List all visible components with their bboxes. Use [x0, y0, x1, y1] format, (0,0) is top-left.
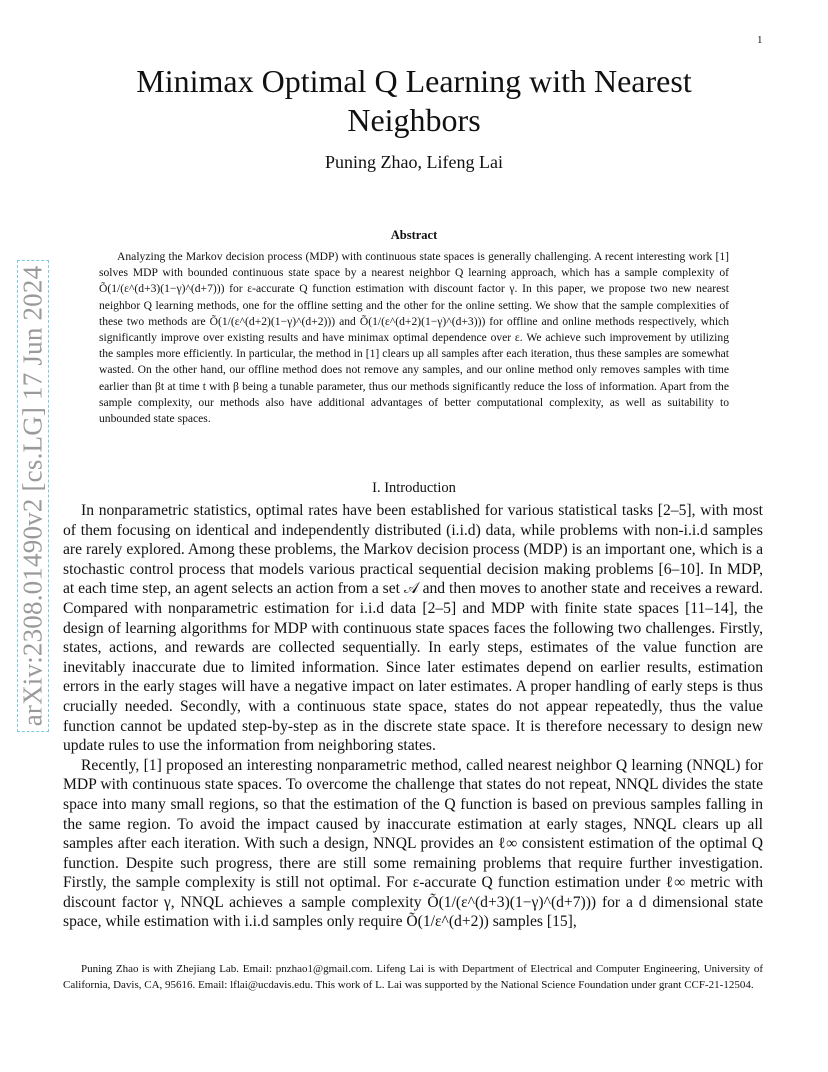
- intro-paragraph-1: In nonparametric statistics, optimal rates have been established for various statistical tasks [2–5], with most of them focusing on identical and independently distributed (i.i.d) data, while problems with non-i.i.d samples are rarely explored. Among these problems, the Markov decision process (MDP) is an important one, which is a stochastic control process that models various practical sequential decision making problems [6–10]. In MDP, at each time step, an agent selects an action from a set 𝒜 and then moves to another state and receives a reward. Compared with nonparametric estimation for i.i.d data [2–5] and MDP with finite state spaces [11–14], the design of learning algorithms for MDP with continuous state spaces faces the following two challenges. Firstly, states, actions, and rewards are collected sequentially. In early steps, estimates of the value function are inevitably inaccurate due to limited information. Since later estimates depend on earlier results, estimation errors in the early stages will have a negative impact on later estimates. A proper handling of early steps is thus crucially needed. Secondly, with a continuous state space, states do not appear repeatedly, thus the value function cannot be updated step-by-step as in the discrete state space. It is therefore necessary to design new update rules to use the information from neighboring states.: [63, 502, 763, 755]
- abstract-text: Analyzing the Markov decision process (MDP) with continuous state spaces is generally challenging. A recent interesting work [1] solves MDP with bounded continuous state space by a nearest neighbor Q learning approach, which has a sample complexity of Õ(1/(ε^(d+3)(1−γ)^(d+7))) for ε-accurate Q function estimation with discount factor γ. In this paper, we propose two new nearest neighbor Q learning methods, one for the offline setting and the other for the online setting. We show that the sample complexities of these two methods are Õ(1/(ε^(d+2)(1−γ)^(d+2))) and Õ(1/(ε^(d+2)(1−γ)^(d+3))) for offline and online methods respectively, which significantly improve over existing results and have minimax optimal dependence over ε. We achieve such improvement by utilizing the samples more efficiently. In particular, the method in [1] clears up all samples after each iteration, thus these samples are somewhat wasted. On the other hand, our offline method does not remove any samples, and our online method only removes samples with time earlier than βt at time t with β being a tunable parameter, thus our methods significantly reduce the loss of information. Apart from the sample complexity, our methods also have additional advantages of better computational complexity, as well as suitability to unbounded state spaces.: [99, 250, 729, 426]
- section-heading-introduction: I. Introduction: [372, 480, 456, 496]
- intro-paragraph-2: Recently, [1] proposed an interesting nonparametric method, called nearest neighbor Q learning (NNQL) for MDP with continuous state spaces. To overcome the challenge that states do not repeat, NNQL divides the state space into many small regions, so that the estimation of the Q function is based on previous samples falling in the same region. To avoid the impact caused by inaccurate estimation at early stages, NNQL clears up all samples after each iteration. With such a design, NNQL provides an ℓ∞ consistent estimation of the optimal Q function. Despite such progress, there are still some remaining problems that require further investigation. Firstly, the sample complexity is still not optimal. For ε-accurate Q function estimation under ℓ∞ metric with discount factor γ, NNQL achieves a sample complexity Õ(1/(ε^(d+3)(1−γ)^(d+7))) for a d dimensional state space, while estimation with i.i.d samples only require Õ(1/ε^(d+2)) samples [15],: [63, 756, 763, 931]
- author-footnote: Puning Zhao is with Zhejiang Lab. Email: pnzhao1@gmail.com. Lifeng Lai is with Department of Electrical and Computer Engineering, University of California, Davis, CA, 95616. Email: lflai@ucdavis.edu. This work of L. Lai was supported by the National Science Foundation under grant CCF-21-12504.: [63, 963, 763, 991]
- introduction-body: [63, 501, 763, 932]
- page-number: 1: [757, 34, 763, 46]
- paper-title: Minimax Optimal Q Learning with Nearest Neighbors: [136, 63, 692, 138]
- paper-authors: Puning Zhao, Lifeng Lai: [325, 152, 503, 172]
- arxiv-identifier-banner: [17, 260, 49, 732]
- abstract-heading: Abstract: [390, 228, 438, 242]
- arxiv-identifier-text: arXiv:2308.01490v2 [cs.LG] 17 Jun 2024: [17, 265, 48, 727]
